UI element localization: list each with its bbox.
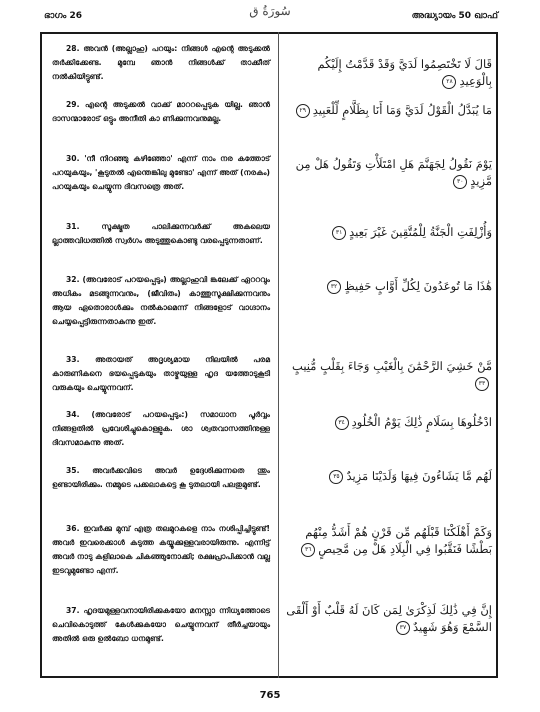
translation-verse-37 [52, 604, 270, 646]
verse-number: 36. [66, 524, 80, 533]
arabic-text: مَّنْ خَشِيَ الرَّحْمَٰنَ بِالْغَيْبِ وَجَاءَ بِقَلْبٍ مُّنِيبٍ [292, 359, 492, 373]
verse-end-marker: ٣٢ [327, 280, 341, 294]
verse-end-marker: ٣٦ [301, 543, 315, 557]
arabic-verse-33 [286, 358, 492, 392]
verse-translation-text: അതായത് അദൃശ്യമായ നിലയിൽ പരമ കാരുണികനെ ഭയപ്പെടുകയും താഴ്മയുള്ള ഹൃദ യത്തോടുകൂടി വരുകയും ചെയ്യുന്നവന്. [52, 355, 270, 392]
translation-verse-33 [52, 353, 270, 395]
arabic-text: يَوْمَ نَقُولُ لِجَهَنَّمَ هَلِ امْتَلَأْتِ وَتَقُولُ هَلْ مِن مَّزِيدٍ [295, 157, 492, 188]
verse-number: 29. [66, 100, 80, 109]
verse-translation-text: (അവരോട് പറയപ്പെടും:) സമാധാന പൂർവ്വം നിങ്ങളതിൽ പ്രവേശിച്ചുകൊള്ളുക. ശാ ശ്വതവാസത്തിനുള്ള ദിവസമാകുന്നു അത്. [52, 410, 270, 447]
verse-number: 28. [66, 44, 80, 53]
part-label: ഭാഗം 26 [44, 11, 82, 21]
arabic-verse-36 [286, 524, 492, 558]
verse-translation-text: (അവരോട് പറയപ്പെടും) അല്ലാഹുവി ങ്കലേക്ക് ഏററവും അധികം മടങ്ങുന്നവനും, (ജീവിതം) കാത്തുസൂക്ഷിക്കുന്നവനും ആയ ഏതൊരാൾക്കും നൽകാമെന്ന് നിങ്ങളോട് വാഗ്ദാനം ചെയ്യപ്പെട്ടിരുന്നതാകുന്നു ഇത്. [52, 275, 270, 326]
verse-number: 35. [66, 466, 80, 475]
verse-translation-text: സൂക്ഷ്മത പാലിക്കുന്നവർക്ക് അകലെയ ല്ലാത്തവിധത്തിൽ സ്വർഗം അടുത്തുകൊണ്ടു വരപ്പെടുന്നതാണ്. [52, 222, 270, 245]
verse-number: 37. [66, 606, 80, 615]
verse-translation-text: ഹൃദയമുള്ളവനായിരിക്കുകയോ മനസ്സാ ന്നിധ്യത്തോടെ ചെവികൊടുത്ത് കേൾക്കുകയോ ചെയ്യുന്നവന് തീർച്ചയായും അതിൽ ഒരു ഉൽബോ ധനമുണ്ട്. [52, 606, 270, 643]
arabic-verse-35 [286, 468, 492, 485]
arabic-text: وَكَمْ أَهْلَكْنَا قَبْلَهُم مِّن قَرْنٍ هُمْ أَشَدُّ مِنْهُم بَطْشًا فَنَقَّبُوا فِي الْبِلَادِ هَلْ مِن مَّحِيصٍ [305, 525, 492, 556]
verse-translation-text: അവർക്കവിടെ അവർ ഉദ്ദേശിക്കുന്നതെ ന്തും ഉണ്ടായിരിക്കും. നമ്മുടെ പക്കലാകട്ടെ കൂ ടുതലായി പലതുമുണ്ട്. [52, 466, 270, 489]
column-divider [278, 32, 279, 678]
arabic-text: هَٰذَا مَا تُوعَدُونَ لِكُلِّ أَوَّابٍ حَفِيظٍ [344, 279, 492, 293]
verse-end-marker: ٣٥ [329, 470, 343, 484]
translation-verse-34 [52, 408, 270, 450]
verse-translation-text: എന്റെ അടുക്കൽ വാക്ക് മാററപ്പെടുക യില്ല. ഞാൻ ദാസന്മാരോട് ഒട്ടും അനീതി കാ ണിക്കുന്നവനുമല്ല. [52, 100, 270, 123]
verse-translation-text: ഇവർക്കു മുമ്പ് എത്ര തലമുറകളെ നാം നശിപ്പിച്ചിട്ടുണ്ട്! അവർ ഇവരെക്കാൾ കടുത്ത കയ്യൂക്കുള്ളവരായിരുന്നു. എന്നിട്ട് അവർ നാടു കളിലാകെ ചികഞ്ഞുനോക്കി; രക്ഷപ്രാപിക്കാൻ വല്ല ഇടവുമുണ്ടോ എന്ന്. [52, 524, 270, 575]
arabic-verse-30 [286, 156, 492, 190]
verse-end-marker: ٣٤ [335, 416, 349, 430]
arabic-verse-28 [286, 56, 492, 90]
arabic-verse-34 [286, 414, 492, 431]
surah-name-calligraphy: سُورَةُ ق [249, 4, 291, 18]
arabic-text: وَأُزْلِفَتِ الْجَنَّةُ لِلْمُتَّقِينَ غَيْرَ بَعِيدٍ [349, 225, 492, 239]
arabic-text: إِنَّ فِي ذَٰلِكَ لَذِكْرَىٰ لِمَن كَانَ لَهُ قَلْبٌ أَوْ أَلْقَى السَّمْعَ وَهُوَ شَهِيدٌ [286, 603, 492, 634]
translation-verse-28 [52, 42, 270, 84]
translation-verse-35 [52, 464, 270, 492]
verse-end-marker: ٣٧ [396, 621, 410, 635]
page-header [0, 0, 540, 28]
arabic-verse-32 [286, 278, 492, 295]
verse-number: 31. [66, 222, 80, 231]
arabic-text: قَالَ لَا تَخْتَصِمُوا لَدَيَّ وَقَدْ قَدَّمْتُ إِلَيْكُم بِالْوَعِيدِ [317, 57, 492, 88]
arabic-verse-37 [286, 602, 492, 636]
arabic-verse-31 [286, 224, 492, 241]
verse-translation-text: അവൻ (അല്ലാഹു) പറയും: നിങ്ങൾ എന്റെ അടുക്കൽ തർക്കിക്കേണ്ട. മുമ്പേ ഞാൻ നിങ്ങൾക്ക് താക്കീത് നൽകിയിട്ടുണ്ട്. [52, 44, 270, 81]
translation-verse-36 [52, 522, 270, 578]
verse-number: 32. [66, 275, 80, 284]
chapter-label: അദ്ധ്യായം 50 ഖാഫ് [411, 11, 498, 21]
verse-number: 33. [66, 355, 80, 364]
verse-number: 30. [66, 154, 80, 163]
verse-end-marker: ٣١ [332, 226, 346, 240]
verse-end-marker: ٢٨ [442, 75, 456, 89]
arabic-text: ادْخُلُوهَا بِسَلَامٍ ذَٰلِكَ يَوْمُ الْخُلُودِ [351, 415, 492, 429]
arabic-text: لَهُم مَّا يَشَاءُونَ فِيهَا وَلَدَيْنَا مَزِيدٌ [346, 469, 492, 483]
verse-number: 34. [66, 410, 80, 419]
translation-verse-29 [52, 98, 270, 126]
verse-end-marker: ٣٠ [453, 175, 467, 189]
verse-end-marker: ٢٩ [296, 104, 310, 118]
page-number: 765 [259, 690, 281, 701]
translation-verse-31 [52, 220, 270, 248]
translation-verse-30 [52, 152, 270, 194]
arabic-verse-29 [286, 102, 492, 119]
verse-end-marker: ٣٣ [475, 377, 489, 391]
translation-verse-32 [52, 273, 270, 329]
verse-translation-text: 'നീ നിറഞ്ഞു കഴിഞ്ഞോ' എന്ന് നാം നര കത്തോട് പറയുകയും, 'കൂടുതൽ എന്തെങ്കിലു മുണ്ടോ' എന്ന് അത് (നരകം) പറയുകയും ചെയ്യുന്ന ദിവസത്രെ അത്. [52, 154, 270, 191]
arabic-text: مَا يُبَدَّلُ الْقَوْلُ لَدَيَّ وَمَا أَنَا بِظَلَّامٍ لِّلْعَبِيدِ [312, 103, 492, 117]
